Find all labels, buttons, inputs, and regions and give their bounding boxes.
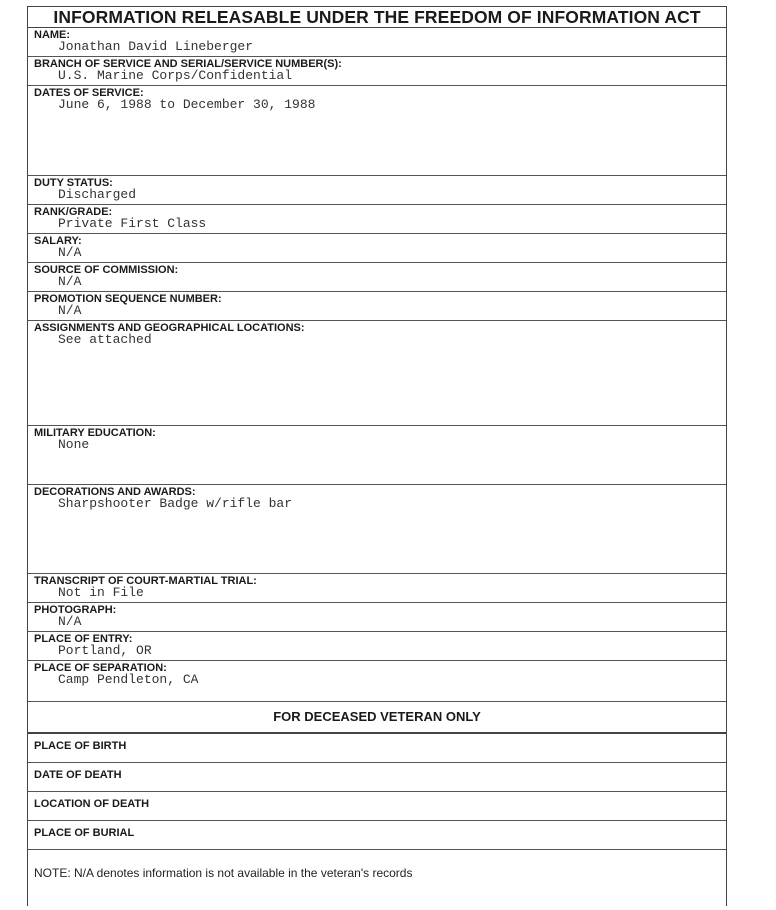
field-date-of-death bbox=[28, 763, 726, 792]
field-label: DATES OF SERVICE: bbox=[34, 87, 144, 99]
field-label: TRANSCRIPT OF COURT-MARTIAL TRIAL: bbox=[34, 575, 257, 587]
field-value: Not in File bbox=[58, 585, 144, 600]
field-salary bbox=[28, 234, 726, 263]
footer-note: NOTE: N/A denotes information is not available in the veteran's records bbox=[34, 866, 413, 880]
field-rank-grade bbox=[28, 205, 726, 234]
field-label: SALARY: bbox=[34, 235, 82, 247]
field-label: NAME: bbox=[34, 29, 71, 41]
field-value: Jonathan David Lineberger bbox=[58, 39, 254, 54]
field-branch-of-service bbox=[28, 57, 726, 86]
field-label: SOURCE OF COMMISSION: bbox=[34, 264, 179, 276]
field-value: N/A bbox=[58, 303, 82, 318]
field-value: Portland, OR bbox=[58, 643, 152, 658]
field-label: PHOTOGRAPH: bbox=[34, 604, 117, 616]
field-label: PROMOTION SEQUENCE NUMBER: bbox=[34, 293, 222, 305]
foia-release-form bbox=[27, 6, 727, 906]
field-source-of-commission bbox=[28, 263, 726, 292]
field-value: N/A bbox=[58, 274, 82, 289]
field-place-of-entry bbox=[28, 632, 726, 661]
field-value: Discharged bbox=[58, 187, 137, 202]
field-value: N/A bbox=[58, 614, 82, 629]
field-label: LOCATION OF DEATH bbox=[34, 798, 150, 810]
field-value: Camp Pendleton, CA bbox=[58, 672, 199, 687]
field-label: BRANCH OF SERVICE AND SERIAL/SERVICE NUMBER(S): bbox=[34, 58, 342, 70]
field-court-martial-transcript bbox=[28, 574, 726, 603]
field-value: None bbox=[58, 437, 90, 452]
field-military-education bbox=[28, 426, 726, 485]
field-label: RANK/GRADE: bbox=[34, 206, 113, 218]
field-promotion-sequence-number bbox=[28, 292, 726, 321]
field-assignments-locations bbox=[28, 321, 726, 426]
field-place-of-separation bbox=[28, 661, 726, 702]
field-label: DECORATIONS AND AWARDS: bbox=[34, 486, 196, 498]
field-place-of-birth bbox=[28, 734, 726, 763]
field-value: See attached bbox=[58, 332, 152, 347]
field-dates-of-service bbox=[28, 86, 726, 176]
field-name bbox=[28, 28, 726, 57]
field-label: PLACE OF SEPARATION: bbox=[34, 662, 167, 674]
field-value: Sharpshooter Badge w/rifle bar bbox=[58, 496, 293, 511]
field-location-of-death bbox=[28, 792, 726, 821]
field-label: ASSIGNMENTS AND GEOGRAPHICAL LOCATIONS: bbox=[34, 322, 305, 334]
field-value: U.S. Marine Corps/Confidential bbox=[58, 68, 293, 83]
field-label: DATE OF DEATH bbox=[34, 769, 122, 781]
field-label: MILITARY EDUCATION: bbox=[34, 427, 156, 439]
field-value: June 6, 1988 to December 30, 1988 bbox=[58, 97, 316, 112]
form-title: INFORMATION RELEASABLE UNDER THE FREEDOM OF INFORMATION ACT bbox=[28, 7, 726, 28]
field-value: Private First Class bbox=[58, 216, 207, 231]
deceased-veteran-heading: FOR DECEASED VETERAN ONLY bbox=[28, 702, 726, 734]
field-photograph bbox=[28, 603, 726, 632]
field-label: PLACE OF BURIAL bbox=[34, 827, 135, 839]
field-value: N/A bbox=[58, 245, 82, 260]
field-label: PLACE OF ENTRY: bbox=[34, 633, 133, 645]
footer-note-area bbox=[28, 850, 726, 910]
field-label: PLACE OF BIRTH bbox=[34, 740, 127, 752]
field-label: DUTY STATUS: bbox=[34, 177, 113, 189]
field-decorations-awards bbox=[28, 485, 726, 574]
field-place-of-burial bbox=[28, 821, 726, 850]
field-duty-status bbox=[28, 176, 726, 205]
